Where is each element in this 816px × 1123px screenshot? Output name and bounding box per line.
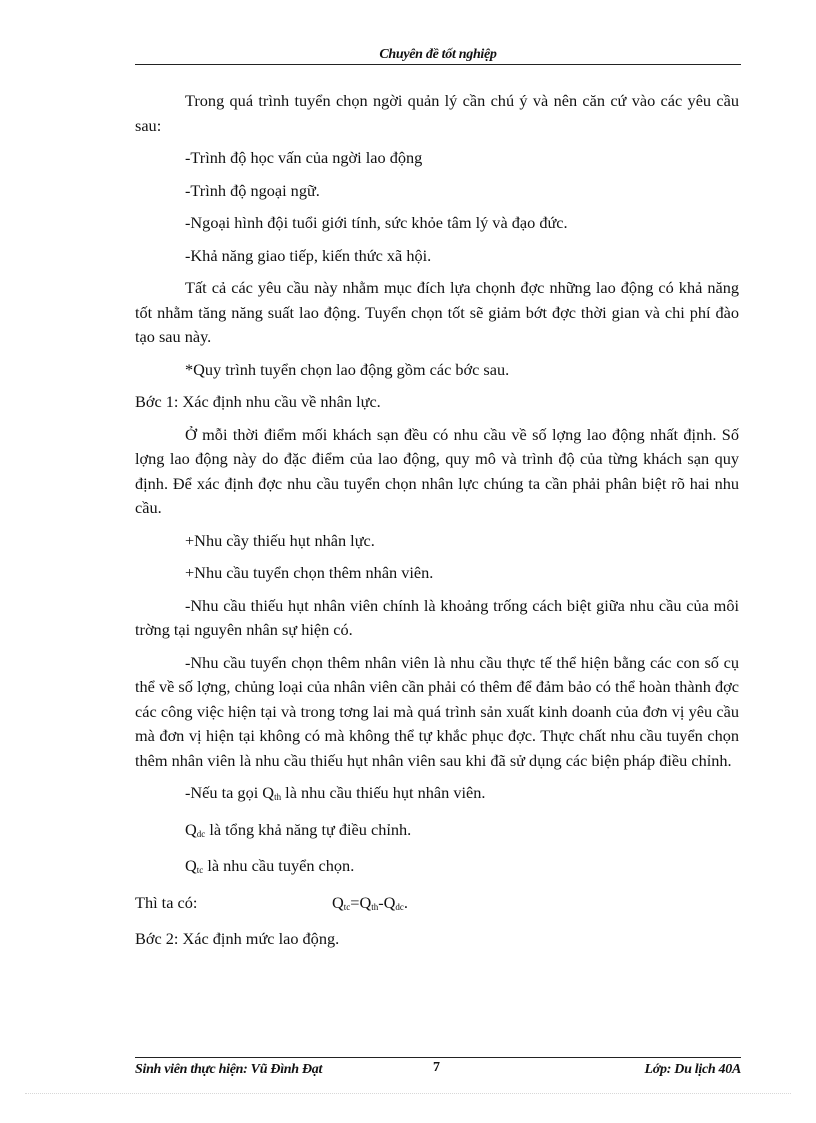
page-bottom-border: [25, 1093, 791, 1094]
paragraph-req-appearance: -Ngoại hình đội tuổi giới tính, sức khỏe tâm lý và đạo đức.: [185, 213, 568, 232]
formula-s1: tc: [343, 901, 351, 912]
definition-qtc-text: là nhu cầu tuyển chọn.: [203, 856, 355, 875]
paragraph-demand: Ở mỗi thời điểm mối khách sạn đều có nhu cầu về số lợng lao động nhất định. Số lợng lao động này do đặc điểm của lao động, quy mô và trình độ của từng khách sạn quy định. Để xác định đợc nhu cầu tuyển chọn nhân lực chúng ta cần phải phân biệt rõ hai nhu cầu.: [135, 424, 739, 517]
page-footer: [135, 1062, 741, 1082]
paragraph-shortage-def: -Nhu cầu thiếu hụt nhân viên chính là khoảng trống cách biệt giữa nhu cầu của môi trờng tại nguyên nhân sự hiện có.: [135, 595, 739, 639]
paragraph-req-language: -Trình độ ngoại ngữ.: [185, 180, 320, 200]
paragraph-shortage: +Nhu cầy thiếu hụt nhân lực.: [185, 530, 375, 550]
definition-qdc: [135, 818, 739, 847]
definition-qdc-prefix: Q: [185, 819, 197, 839]
definition-qtc-prefix: Q: [185, 856, 197, 875]
paragraph-recruit-def: -Nhu cầu tuyển chọn thêm nhân viên là nhu cầu thực tế thể hiện bằng các con số cụ thể về số lợng, chủng loại của nhân viên cần phải có thêm để đảm bảo có thể hoàn thành đợc các công việc hiện tại và trong tơng lai mà quá trình sản xuất kinh doanh của đơn vị yêu cầu mà đơn vị hiện tại không có mà không thể tự khắc phục đợc. Thực chất nhu cầu tuyển chọn thêm nhân viên là nhu cầu thiếu hụt nhân viên sau khi đã sử dụng các biện pháp điều chỉnh.: [135, 652, 739, 770]
definition-qth-sub: th: [274, 792, 282, 802]
formula-label: Thì ta có:: [135, 892, 198, 912]
definition-qtc: [135, 854, 739, 883]
paragraph-process: *Quy trình tuyển chọn lao động gồm các bớc sau.: [185, 359, 510, 379]
footer-divider: [135, 1057, 741, 1058]
definition-qth-text: là nhu cầu thiếu hụt nhân viên.: [281, 783, 486, 802]
formula-s2: th: [371, 901, 379, 912]
definition-qdc-text: là tổng khả năng tự điều chỉnh.: [205, 819, 412, 839]
formula-eq: =Q: [350, 892, 372, 912]
definition-qth-prefix: -Nếu ta gọi Q: [185, 783, 275, 802]
paragraph-step1: Bớc 1: Xác định nhu cầu về nhân lực.: [135, 392, 381, 411]
formula-s3: dc: [395, 901, 404, 912]
page-header-title: Chuyên đề tốt nghiệp: [379, 47, 497, 62]
definition-qtc-sub: tc: [196, 865, 204, 875]
paragraph-recruit: +Nhu cầu tuyển chọn thêm nhân viên.: [185, 563, 434, 582]
formula-end: .: [403, 892, 408, 912]
footer-class: Lớp: Du lịch 40A: [644, 1062, 741, 1077]
paragraph-intro: Trong quá trình tuyển chọn ngời quản lý cần chú ý và nên căn cứ vào các yêu cầu sau:: [135, 91, 739, 135]
definition-qth: [135, 781, 739, 810]
paragraph-req-communication: -Khả năng giao tiếp, kiến thức xã hội.: [185, 245, 432, 265]
paragraph-purpose: Tất cả các yêu cầu này nhằm mục đích lựa chọnh đợc những lao động có khả năng tốt nhằm tăng năng suất lao động. Tuyển chọn tốt sẽ giảm bớt đợc thời gian và chi phí đào tạo sau này.: [135, 278, 739, 346]
document-body: [135, 89, 739, 960]
header-divider: [135, 64, 741, 65]
definition-qdc-sub: dc: [196, 828, 206, 839]
page-number: 7: [433, 1060, 440, 1075]
paragraph-step2: Bớc 2: Xác định mức lao động.: [135, 929, 340, 948]
formula-q1: Q: [332, 892, 344, 912]
formula-minus: -Q: [378, 892, 396, 912]
footer-author: Sinh viên thực hiện: Vũ Đình Đạt: [135, 1062, 323, 1077]
paragraph-req-education: -Trình độ học vấn của ngời lao động: [185, 148, 423, 167]
formula-row: [135, 891, 739, 920]
